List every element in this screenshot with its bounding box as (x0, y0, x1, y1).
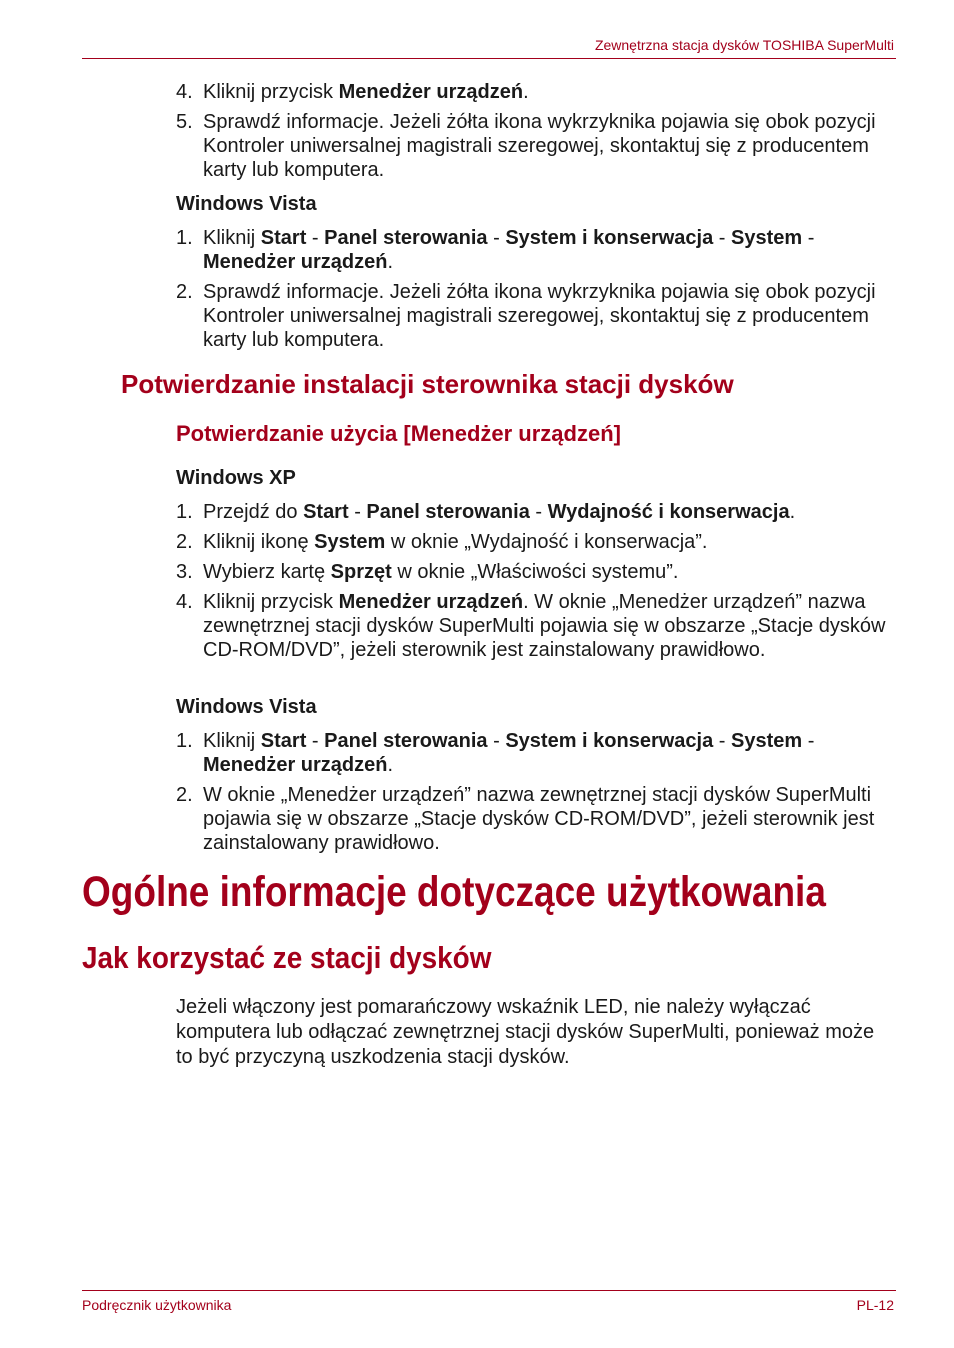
bold-text: System (731, 730, 803, 752)
step-text: - (487, 730, 506, 752)
step-text: . W oknie „Menedżer urządzeń” nazwa zewnętrznej stacji dysków SuperMulti pojawia się w obszarze „Stacje dysków CD-ROM/DVD”, jeżeli sterownik jest zainstalowany prawidłowo. (203, 591, 886, 661)
page-number: PL-12 (856, 1297, 894, 1313)
bold-text: Panel sterowania (324, 730, 488, 752)
step-text: - (713, 730, 732, 752)
chapter-title: Ogólne informacje dotyczące użytkowania (82, 868, 826, 916)
section-title-usage: Jak korzystać ze stacji dysków (82, 940, 492, 975)
bold-text: Start (260, 730, 307, 752)
vista-heading-2: Windows Vista (176, 696, 317, 718)
vista-steps-1 (176, 226, 896, 352)
bold-text: System (314, 531, 386, 553)
step-text: Kliknij (203, 730, 261, 752)
footer-title: Podręcznik użytkownika (82, 1297, 232, 1313)
section-title-confirm: Potwierdzanie instalacji sterownika stacji dysków (121, 369, 734, 399)
step-text: - (306, 730, 325, 752)
vista-steps-2 (176, 729, 896, 855)
bold-text: System i konserwacja (505, 227, 714, 249)
usage-paragraph-block (176, 995, 896, 1070)
vista-section-1 (176, 192, 896, 358)
list-item (176, 110, 896, 182)
list-item (176, 280, 896, 352)
step-number: 1. (176, 227, 193, 249)
step-number: 1. (176, 730, 193, 752)
step-number: 2. (176, 784, 193, 806)
bold-text: Panel sterowania (324, 227, 488, 249)
bold-text: Menedżer urządzeń (203, 251, 388, 273)
bold-text: Start (260, 227, 307, 249)
bold-text: Start (303, 501, 349, 523)
step-number: 4. (176, 591, 193, 613)
step-number: 4. (176, 81, 193, 103)
subsection-title-confirm: Potwierdzanie użycia [Menedżer urządzeń] (176, 421, 621, 446)
header-divider (82, 58, 896, 59)
step-text: Kliknij ikonę (203, 531, 315, 553)
usage-paragraph: Jeżeli włączony jest pomarańczowy wskaźnik LED, nie należy wyłączać komputera lub odłączać zewnętrznej stacji dysków SuperMulti, ponieważ może to być przyczyną uszkodzenia stacji dysków. (176, 996, 875, 1068)
top-steps (176, 80, 896, 188)
xp-section (176, 466, 896, 668)
bold-text: Menedżer urządzeń (338, 81, 524, 103)
step-text: w oknie „Wydajność i konserwacja”. (385, 531, 708, 553)
step-text: Sprawdź informacje. Jeżeli żółta ikona wykrzyknika pojawia się obok pozycji Kontroler uniwersalnej magistrali szeregowej, skontaktuj się z producentem karty lub komputera. (203, 111, 876, 181)
step-text: - (529, 501, 548, 523)
step-text: Kliknij przycisk (203, 81, 339, 103)
list-item (176, 590, 896, 662)
step-text: Wybierz kartę (203, 561, 331, 583)
step-text: Sprawdź informacje. Jeżeli żółta ikona wykrzyknika pojawia się obok pozycji Kontroler uniwersalnej magistrali szeregowej, skontaktuj się z producentem karty lub komputera. (203, 281, 876, 351)
step-number: 1. (176, 501, 193, 523)
step-number: 3. (176, 561, 193, 583)
step-text: Kliknij (203, 227, 261, 249)
step-text: . (523, 81, 529, 103)
step-number: 2. (176, 531, 193, 553)
step-text: - (487, 227, 506, 249)
vista-section-2 (176, 695, 896, 861)
step-text: Kliknij przycisk (203, 591, 339, 613)
bold-text: Sprzęt (330, 561, 392, 583)
list-item (176, 530, 896, 554)
list-item (176, 783, 896, 855)
step-text: Przejdź do (203, 501, 304, 523)
step-text: w oknie „Właściwości systemu”. (391, 561, 679, 583)
step-text: . (387, 251, 394, 273)
list-item (176, 500, 896, 524)
bold-text: System (731, 227, 803, 249)
step-text: - (306, 227, 325, 249)
list-item (176, 729, 896, 777)
step-text: - (713, 227, 732, 249)
xp-heading: Windows XP (176, 467, 296, 489)
bold-text: Panel sterowania (366, 501, 530, 523)
step-text: W oknie „Menedżer urządzeń” nazwa zewnętrznej stacji dysków SuperMulti pojawia się w obszarze „Stacje dysków CD-ROM/DVD”, jeżeli sterownik jest zainstalowany prawidłowo. (203, 784, 875, 854)
list-item (176, 560, 896, 584)
top-steps-list (176, 80, 896, 182)
footer-divider (82, 1290, 896, 1291)
list-item (176, 80, 896, 104)
step-text: - (802, 227, 815, 249)
bold-text: System i konserwacja (505, 730, 714, 752)
step-text: . (789, 501, 796, 523)
bold-text: Wydajność i konserwacja (547, 501, 790, 523)
list-item (176, 226, 896, 274)
running-header: Zewnętrzna stacja dysków TOSHIBA SuperMulti (594, 37, 894, 53)
step-text: - (348, 501, 367, 523)
step-number: 2. (176, 281, 193, 303)
bold-text: Menedżer urządzeń (338, 591, 524, 613)
step-text: . (387, 754, 394, 776)
xp-steps (176, 500, 896, 662)
bold-text: Menedżer urządzeń (203, 754, 388, 776)
step-text: - (802, 730, 815, 752)
vista-heading-1: Windows Vista (176, 193, 317, 215)
step-number: 5. (176, 111, 193, 133)
